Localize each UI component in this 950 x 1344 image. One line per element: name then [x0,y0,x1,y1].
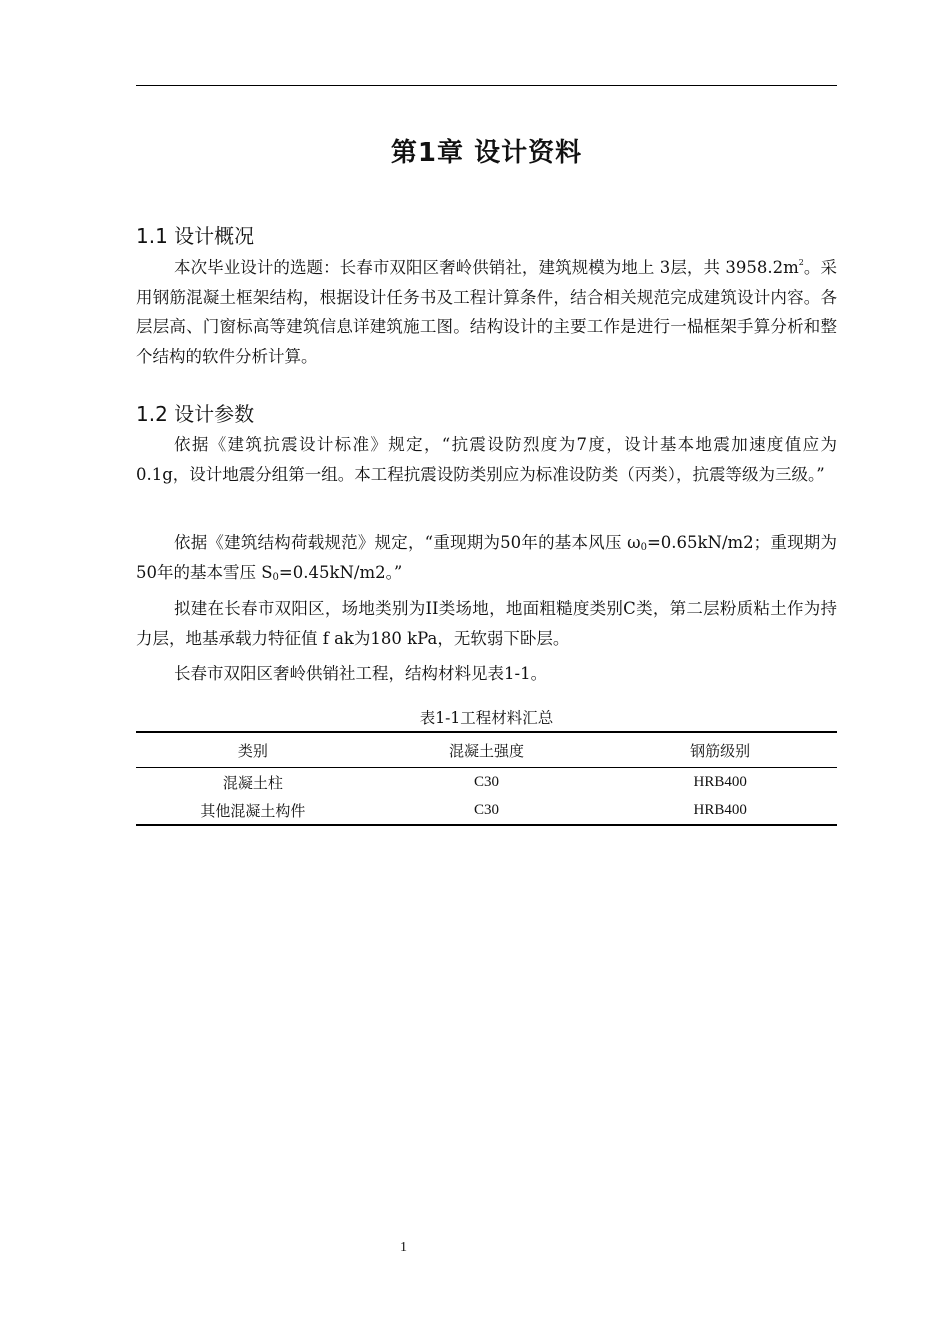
section-title-1-1: 1.1 设计概况 [136,224,255,248]
superscript-2: 2 [798,258,804,267]
paragraph-materials-ref: 长春市双阳区奢岭供销社工程，结构材料见表1-1。 [174,664,548,683]
table-caption: 表1-1工程材料汇总 [419,709,554,727]
table-row [136,768,837,797]
paragraph-overview-text-a: 本次毕业设计的选题：长春市双阳区奢岭供销社，建筑规模为地上 3层，共 3958.2m [174,258,799,277]
section-title-1-2: 1.2 设计参数 [136,402,255,426]
paragraph-loads [136,528,837,587]
table-header-category: 类别 [136,732,370,768]
subscript-0-snow: 0 [272,571,279,583]
table-cell: 其他混凝土构件 [136,796,370,825]
paragraph-overview-text-b: 。采用钢筋混凝土框架结构，根据设计任务书及工程计算条件，结合相关规范完成建筑设计内容。各层层高、门窗标高等建筑信息详建筑施工图。结构设计的主要工作是进行一榀框架手算分析和整个结构的软件分析计算。 [136,258,837,366]
table-header-rebar: 钢筋级别 [603,732,837,768]
table-row [136,796,837,825]
paragraph-loads-text-c: =0.45kN/m2。” [278,562,403,582]
paragraph-loads-text-b: =0.65kN/m2；重现期为50年的基本雪压 S [136,533,838,582]
table-cell: HRB400 [603,796,837,825]
table-cell: C30 [473,773,499,790]
table-header-row [136,732,837,768]
header-rule [136,85,837,86]
paragraph-site: 拟建在长春市双阳区，场地类别为II类场地，地面粗糙度类别C类，第二层粉质粘土作为持力层，地基承载力特征值 f ak为180 kPa，无软弱下卧层。 [136,599,837,648]
materials-table [136,731,837,826]
subscript-0-wind: 0 [640,542,647,553]
table-cell: HRB400 [693,773,747,790]
chapter-title: 第1章 设计资料 [390,138,583,168]
table-header-concrete: 混凝土强度 [370,732,604,768]
table-cell: 混凝土柱 [222,775,283,792]
table-cell: C30 [370,796,604,825]
paragraph-seismic: 依据《建筑抗震设计标准》规定，“抗震设防烈度为7度，设计基本地震加速度值应为0.1g，设计地震分组第一组。本工程抗震设防类别应为标准设防类（丙类），抗震等级为三级。” [136,435,837,484]
paragraph-loads-text-a: 依据《建筑结构荷载规范》规定，“重现期为50年的基本风压 ω [174,533,641,552]
page-number: 1 [400,1240,407,1255]
paragraph-overview [136,253,837,371]
